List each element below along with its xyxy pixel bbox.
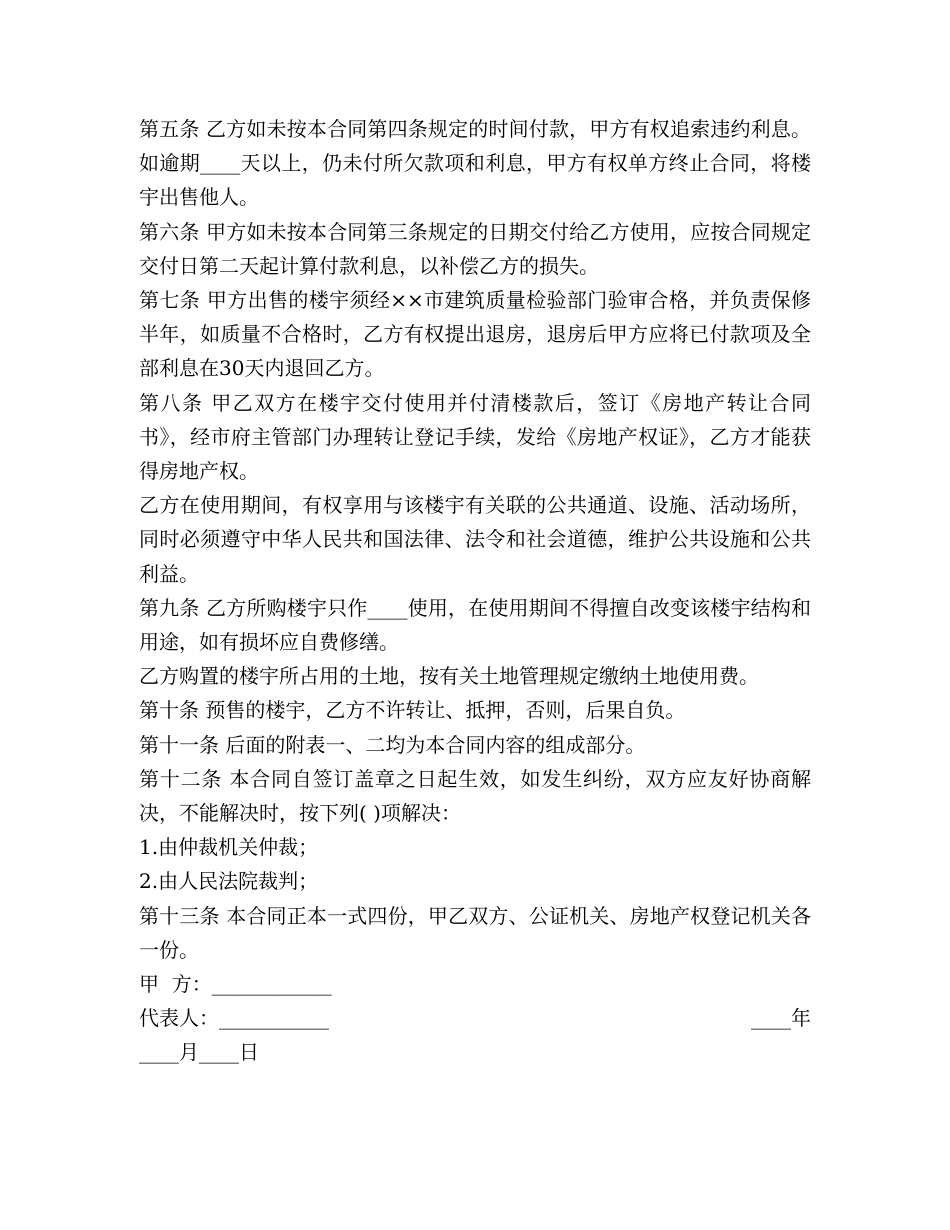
representative-signature-line: 代表人：___________ (139, 1006, 329, 1031)
clause-11: 第十一条 后面的附表一、二均为本合同内容的组成部分。 (139, 732, 646, 757)
clause-12-option-2: 2.由人民法院裁判； (139, 869, 319, 894)
signature-year: ____年 (751, 1006, 811, 1031)
clause-9: 第九条 乙方所购楼宇只作____使用，在使用期间不得擅自改变该楼宇结构和用途，如有损坏应自费修缮。 (139, 595, 811, 655)
clause-12-option-1: 1.由仲裁机关仲裁； (139, 835, 319, 860)
clause-9-land-fee: 乙方购置的楼宇所占用的土地，按有关土地管理规定缴纳土地使用费。 (139, 664, 759, 689)
clause-8: 第八条 甲乙双方在楼宇交付使用并付清楼款后，签订《房地产转让合同书》，经市府主管部门办理转让登记手续，发给《房地产权证》，乙方才能获得房地产权。 (139, 390, 811, 484)
representative-row (139, 1001, 811, 1035)
signature-month-day: ____月____日 (139, 1040, 259, 1065)
clause-5: 第五条 乙方如未按本合同第四条规定的时间付款，甲方有权追索违约利息。如逾期____天以上，仍未付所欠款项和利息，甲方有权单方终止合同，将楼宇出售他人。 (139, 117, 811, 210)
contract-document (139, 112, 811, 1070)
party-a-signature-line: 甲 方：____________ (139, 972, 332, 997)
clause-13: 第十三条 本合同正本一式四份，甲乙双方、公证机关、房地产权登记机关各一份。 (139, 903, 811, 962)
clause-10: 第十条 预售的楼宇，乙方不许转让、抵押，否则，后果自负。 (139, 698, 686, 723)
clause-12: 第十二条 本合同自签订盖章之日起生效，如发生纠纷，双方应友好协商解决，不能解决时，按下列( )项解决： (139, 766, 811, 826)
clause-8-usage-rights: 乙方在使用期间，有权享用与该楼宇有关联的公共通道、设施、活动场所，同时必须遵守中华人民共和国法律、法令和社会道德，维护公共设施和公共利益。 (139, 493, 811, 586)
clause-6: 第六条 甲方如未按本合同第三条规定的日期交付给乙方使用，应按合同规定交付日第二天起计算付款利息，以补偿乙方的损失。 (139, 219, 811, 278)
clause-7: 第七条 甲方出售的楼宇须经××市建筑质量检验部门验审合格，并负责保修半年，如质量不合格时，乙方有权提出退房，退房后甲方应将已付款项及全部利息在30天内退回乙方。 (139, 288, 811, 381)
